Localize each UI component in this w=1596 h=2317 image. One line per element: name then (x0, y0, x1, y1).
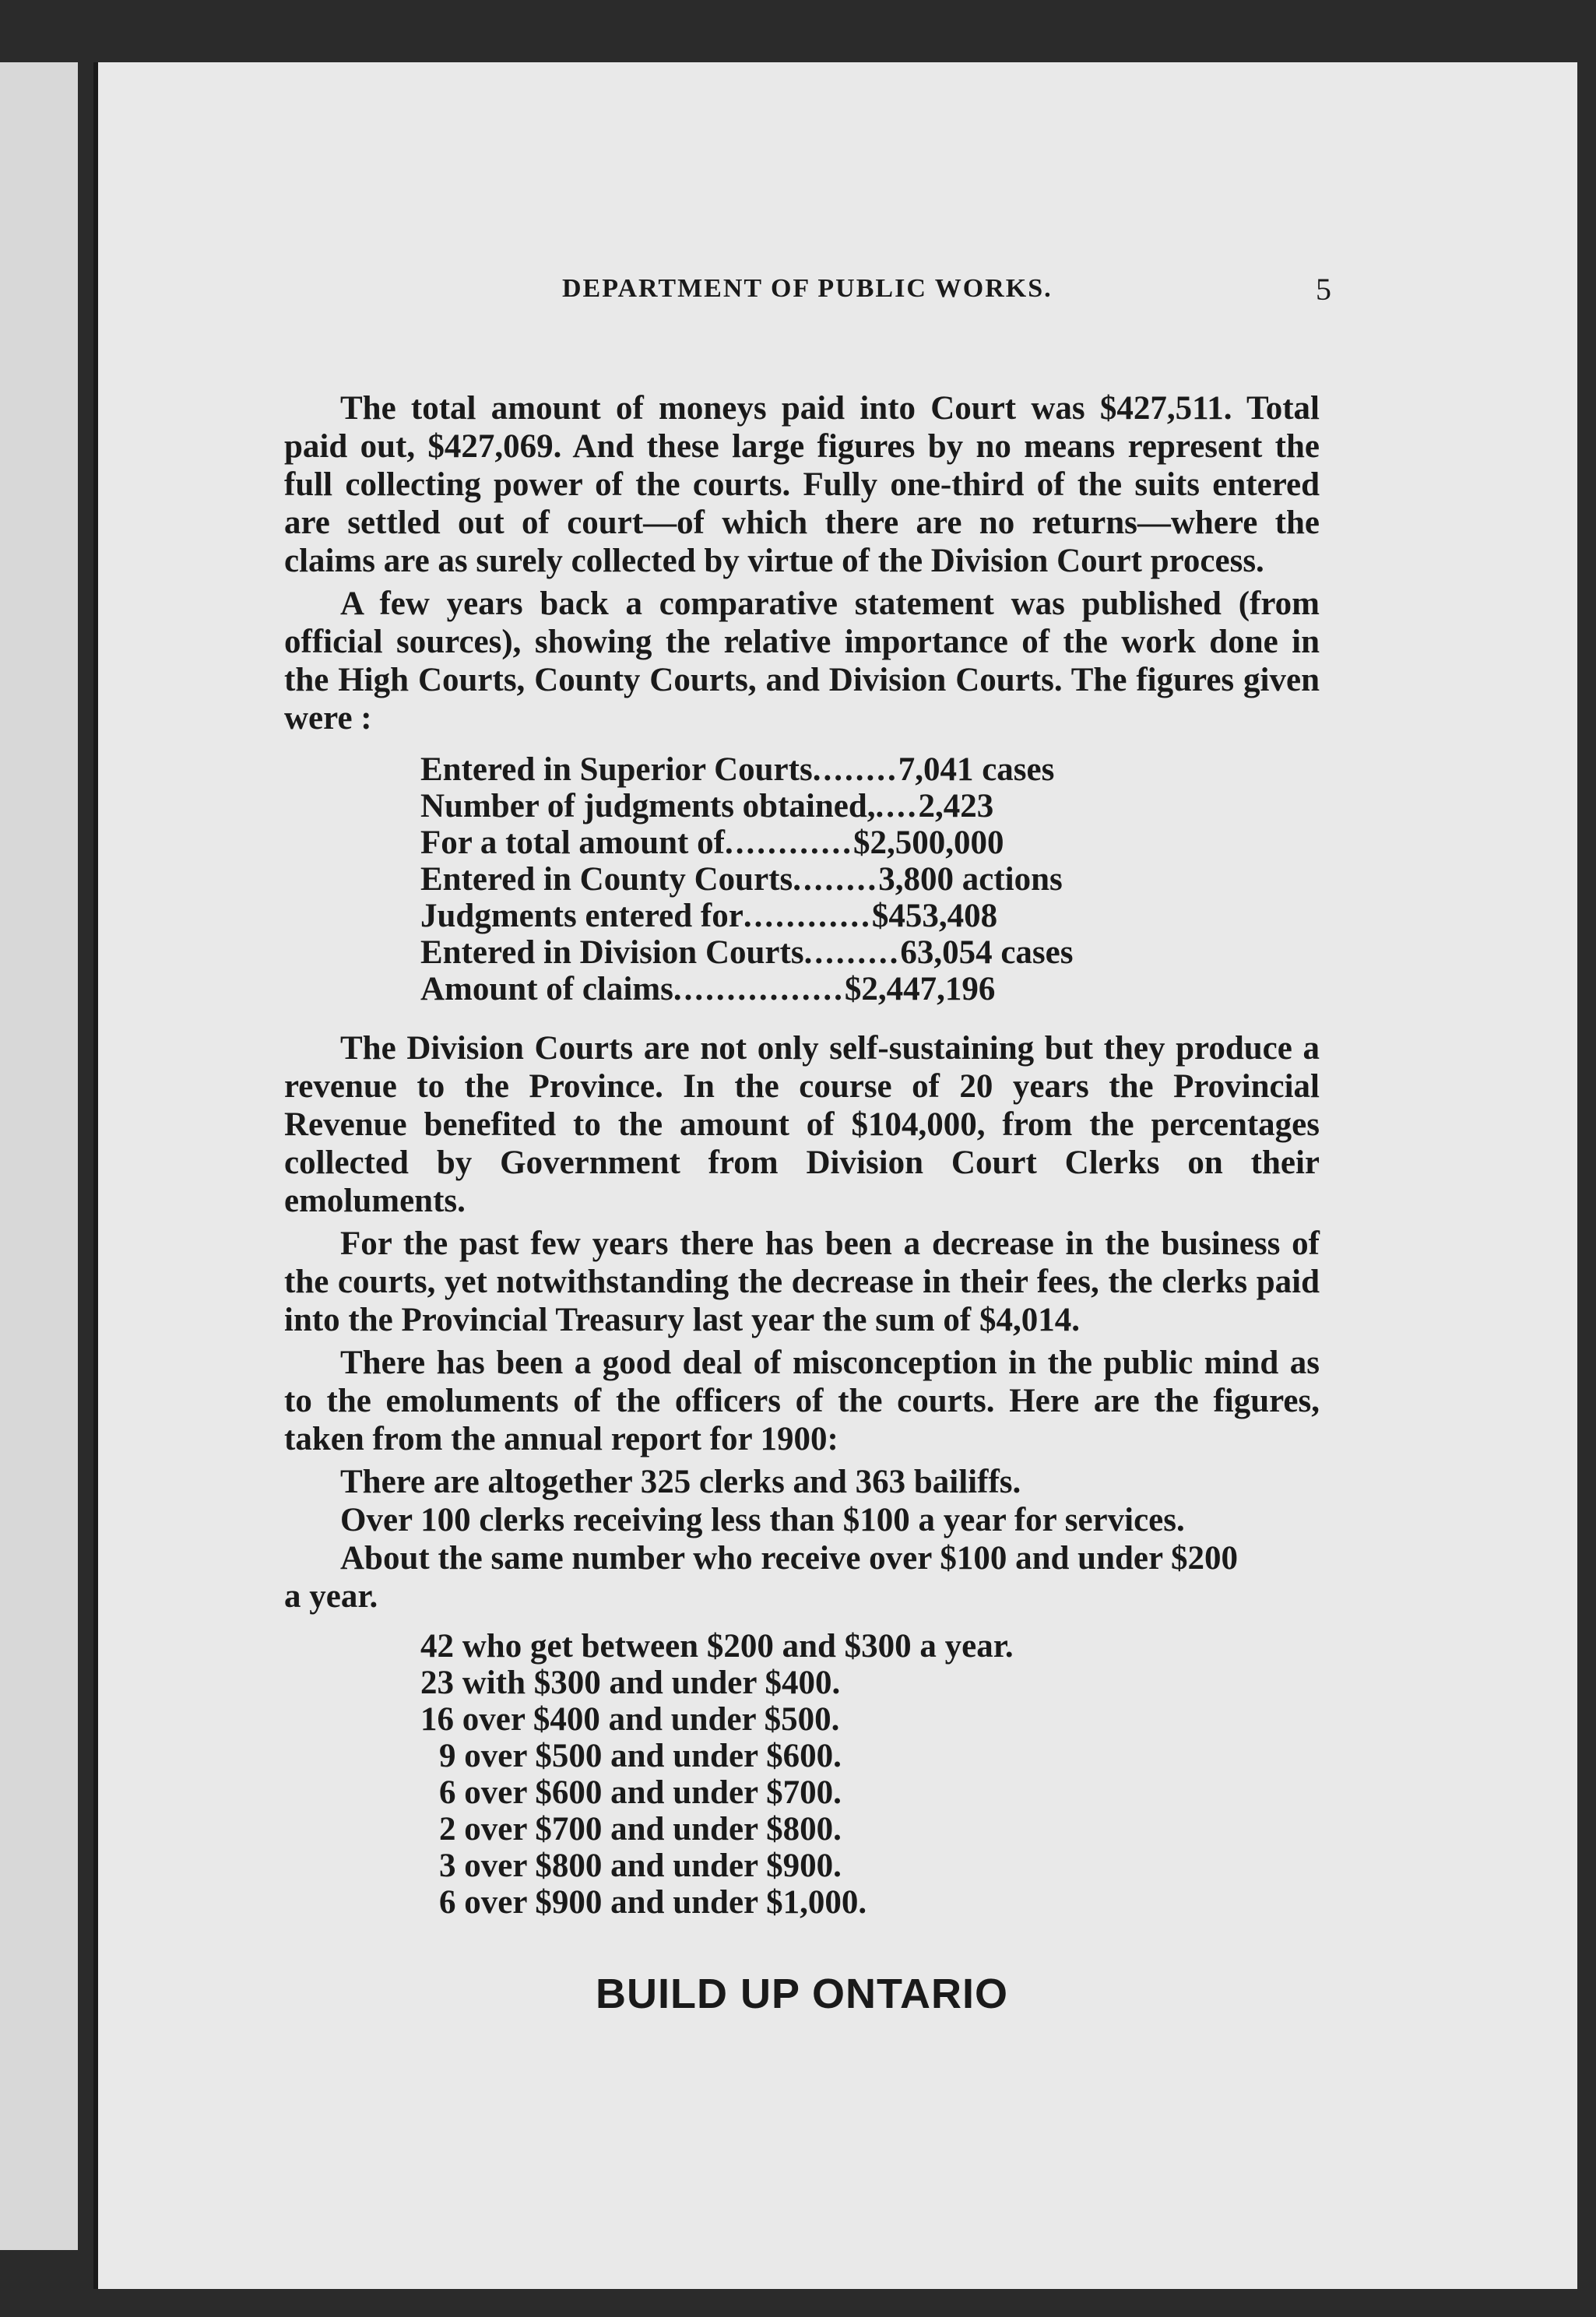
leader-dots: .... (875, 788, 919, 824)
leader-dots: ........ (793, 861, 879, 898)
statistics-row (420, 788, 1215, 824)
salary-range-item: 6 over $900 and under $1,000. (439, 1884, 867, 1921)
adjacent-page-edge (0, 62, 78, 2250)
paragraph: The total amount of moneys paid into Court was $427,511. Total paid out, $427,069. And these large figures by no means represent the full collecting power of the courts. Fully one-third of the suits entered are settled out of court—of which there are no returns—where the claims are as surely collected by virtue of the Division Court process. (284, 390, 1320, 579)
salary-range-item: 16 over $400 and under $500. (420, 1701, 840, 1738)
statistics-row (420, 971, 1215, 1007)
statistics-row (420, 898, 1215, 934)
statistics-value: 3,800 actions (878, 861, 1063, 898)
statistics-row (420, 861, 1215, 898)
paragraph: There has been a good deal of misconception in the public mind as to the emoluments of the officers of the courts. Here are the figures, taken from the annual report for 1900: (284, 1345, 1320, 1457)
statistics-value: $2,500,000 (852, 824, 1004, 861)
body-text (284, 389, 1320, 1921)
statistics-label: Judgments entered for (420, 898, 744, 934)
paragraph: The Division Courts are not only self-sustaining but they produce a revenue to the Province. In the course of 20 years the Provincial Revenue benefited to the amount of $104,000, from the percentages collected by Government from Division Court Clerks on their emoluments. (284, 1030, 1320, 1219)
salary-range-item: 9 over $500 and under $600. (439, 1738, 842, 1774)
statistics-value: $453,408 (871, 898, 998, 934)
text-line: About the same number who receive over $100 and under $200 (340, 1540, 1239, 1577)
slogan: BUILD UP ONTARIO (595, 1971, 1008, 2017)
statistics-table (420, 751, 1215, 1007)
statistics-label: Entered in Superior Courts (420, 751, 813, 788)
statistics-value: 63,054 cases (900, 934, 1074, 971)
salary-range-item: 6 over $600 and under $700. (439, 1774, 842, 1811)
text-line-continuation: a year. (284, 1578, 378, 1615)
statistics-label: For a total amount of (420, 824, 725, 861)
statistics-value: 2,423 (918, 788, 994, 824)
statistics-value: $2,447,196 (844, 971, 996, 1007)
leader-dots: ................ (673, 971, 845, 1007)
statistics-row (420, 934, 1215, 971)
statistics-row (420, 824, 1215, 861)
leader-dots: ........ (812, 751, 898, 788)
header-title: DEPARTMENT OF PUBLIC WORKS. (562, 274, 1053, 303)
statistics-label: Entered in Division Courts (420, 934, 804, 971)
leader-dots: ............ (743, 898, 872, 934)
salary-range-item: 3 over $800 and under $900. (439, 1848, 842, 1884)
page-number: 5 (1316, 272, 1331, 307)
paragraph: For the past few years there has been a decrease in the business of the courts, yet notwithstanding the decrease in their fees, the clerks paid into the Provincial Treasury last year the sum of $4,014. (284, 1225, 1320, 1338)
text-line: There are altogether 325 clerks and 363 bailiffs. (340, 1464, 1021, 1500)
statistics-label: Entered in County Courts (420, 861, 793, 898)
leader-dots: ............ (724, 824, 853, 861)
statistics-label: Number of judgments obtained, (420, 788, 876, 824)
running-header (467, 274, 1331, 321)
text-line: Over 100 clerks receiving less than $100 a year for services. (340, 1502, 1185, 1538)
salary-range-item: 42 who get between $200 and $300 a year. (420, 1628, 1014, 1665)
paragraph: A few years back a comparative statement was published (from official sources), showing the relative importance of the work done in the High Courts, County Courts, and Division Courts. The figures given were : (284, 585, 1320, 737)
salary-range-item: 2 over $700 and under $800. (439, 1811, 842, 1848)
leader-dots: ......... (803, 934, 901, 971)
salary-range-list (420, 1628, 1320, 1921)
statistics-row (420, 751, 1215, 788)
salary-range-item: 23 with $300 and under $400. (420, 1665, 841, 1701)
statistics-value: 7,041 cases (898, 751, 1055, 788)
statistics-label: Amount of claims (420, 971, 673, 1007)
